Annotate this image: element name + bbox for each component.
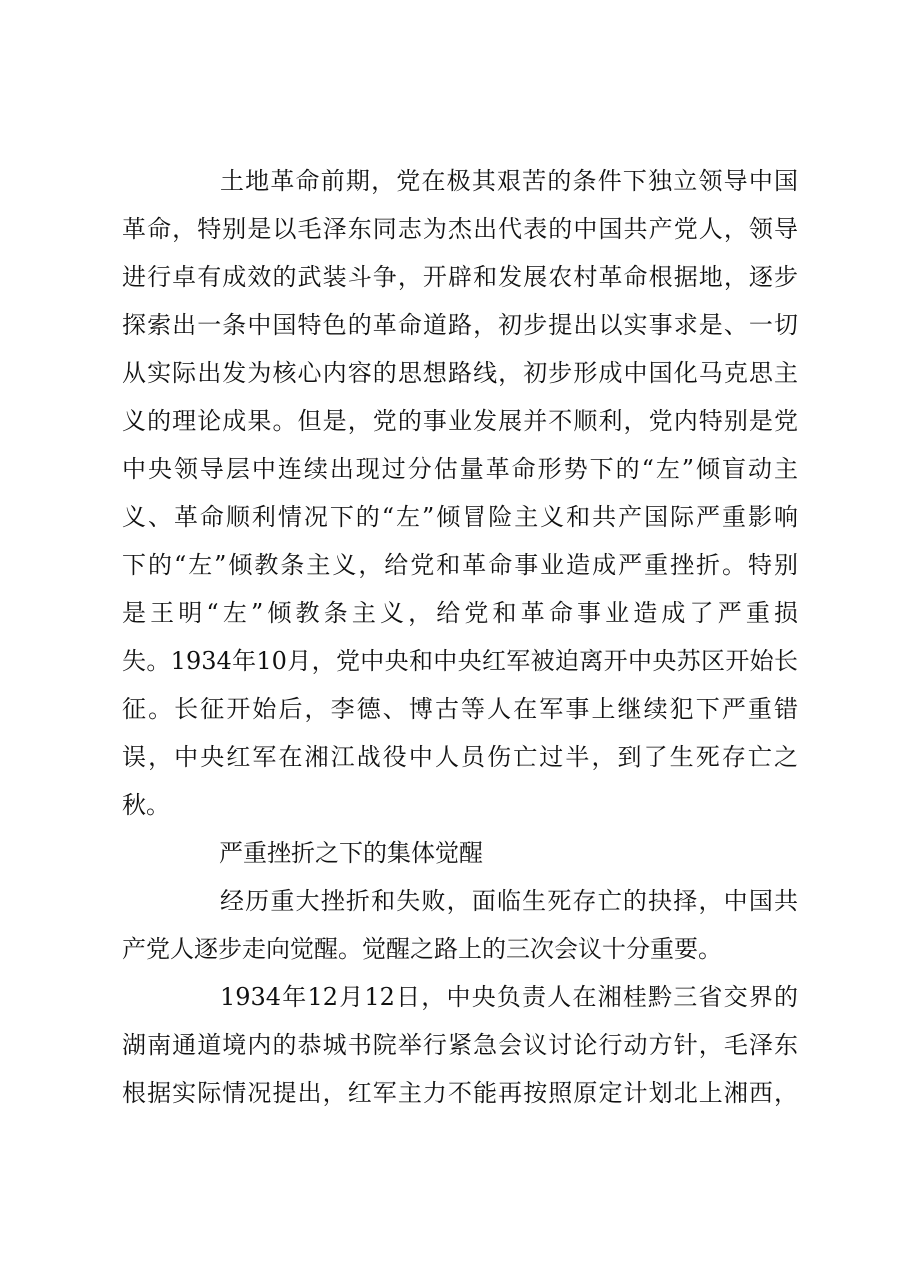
- paragraph-2-line-1: 经历重大挫折和失败，面临生死存亡的抉择，中国共: [220, 887, 798, 915]
- paragraph-1-line-6: 义的理论成果。但是，党的事业发展并不顺利，党内特别是党: [122, 407, 798, 435]
- paragraph-1-line-13: 误，中央红军在湘江战役中人员伤亡过半，到了生死存亡之: [122, 743, 798, 771]
- paragraph-1-line-14: 秋。: [122, 791, 170, 819]
- paragraph-1-line-5: 从实际出发为核心内容的思想路线，初步形成中国化马克思主: [122, 359, 798, 387]
- paragraph-1-line-9: 下的“左”倾教条主义，给党和革命事业造成严重挫折。特别: [122, 551, 798, 579]
- paragraph-1-line-3: 进行卓有成效的武装斗争，开辟和发展农村革命根据地，逐步: [122, 263, 798, 291]
- paragraph-1-line-8: 义、革命顺利情况下的“左”倾冒险主义和共产国际严重影响: [122, 503, 798, 531]
- section-heading: 严重挫折之下的集体觉醒: [219, 839, 483, 867]
- paragraph-1-line-11: 失。1934年10月，党中央和中央红军被迫离开中央苏区开始长: [122, 647, 798, 675]
- paragraph-3-line-1: 1934年12月12日，中央负责人在湘桂黔三省交界的: [220, 983, 798, 1011]
- paragraph-1-line-10: 是王明“左”倾教条主义，给党和革命事业造成了严重损: [122, 599, 798, 627]
- paragraph-3-line-3: 根据实际情况提出，红军主力不能再按照原定计划北上湘西，: [122, 1079, 798, 1107]
- paragraph-1-line-4: 探索出一条中国特色的革命道路，初步提出以实事求是、一切: [122, 311, 798, 339]
- paragraph-1-line-7: 中央领导层中连续出现过分估量革命形势下的“左”倾盲动主: [122, 455, 798, 483]
- paragraph-2-line-2: 产党人逐步走向觉醒。觉醒之路上的三次会议十分重要。: [122, 935, 722, 963]
- paragraph-1-line-12: 征。长征开始后，李德、博古等人在军事上继续犯下严重错: [122, 695, 798, 723]
- paragraph-1-line-2: 革命，特别是以毛泽东同志为杰出代表的中国共产党人，领导: [122, 215, 798, 243]
- document-body: [122, 157, 798, 1117]
- paragraph-1-line-1: 土地革命前期，党在极其艰苦的条件下独立领导中国: [220, 167, 798, 195]
- paragraph-3-line-2: 湖南通道境内的恭城书院举行紧急会议讨论行动方针，毛泽东: [122, 1031, 798, 1059]
